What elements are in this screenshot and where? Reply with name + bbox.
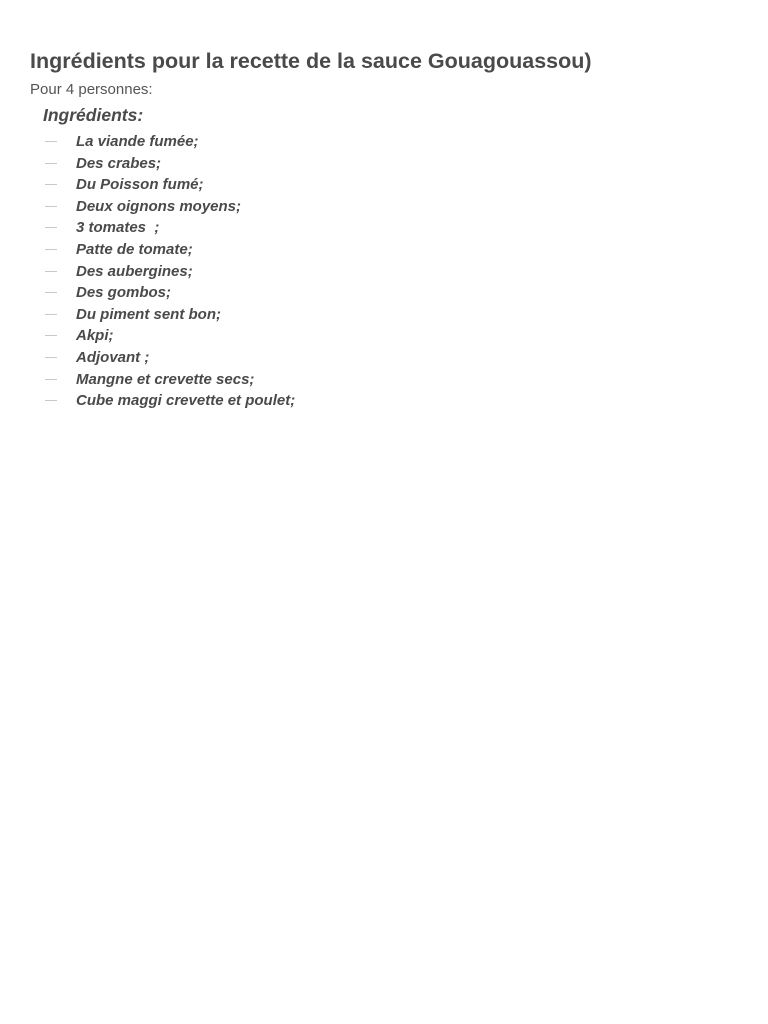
list-item xyxy=(30,325,730,347)
ingredient-label: Des crabes; xyxy=(76,154,162,172)
dash-bullet xyxy=(45,206,57,207)
servings-text: Pour 4 personnes: xyxy=(30,81,153,98)
ingredient-label: Du Poisson fumé; xyxy=(76,176,204,194)
list-item xyxy=(30,196,730,218)
list-item xyxy=(30,282,730,304)
dash-bullet xyxy=(45,271,57,272)
dash-bullet xyxy=(45,314,57,315)
dash-bullet xyxy=(45,357,57,358)
dash-bullet xyxy=(45,292,57,293)
list-item xyxy=(30,347,730,369)
ingredient-label: Cube maggi crevette et poulet; xyxy=(76,392,296,410)
ingredient-label: Mangne et crevette secs; xyxy=(76,370,255,388)
list-item xyxy=(30,174,730,196)
list-item xyxy=(30,390,730,412)
list-item xyxy=(30,369,730,391)
dash-bullet xyxy=(45,400,57,401)
ingredient-label: La viande fumée; xyxy=(76,133,199,150)
list-item xyxy=(30,239,730,261)
list-item xyxy=(30,153,730,175)
ingredient-label: Patte de tomate; xyxy=(76,240,193,258)
ingredient-list xyxy=(30,131,730,412)
list-item xyxy=(30,131,730,153)
ingredient-label: Akpi; xyxy=(76,327,114,345)
dash-bullet xyxy=(45,141,57,142)
ingredient-label: Adjovant ; xyxy=(76,348,150,366)
dash-bullet xyxy=(45,379,57,380)
ingredient-label: Deux oignons moyens; xyxy=(76,197,242,215)
list-item xyxy=(30,261,730,283)
recipe-document xyxy=(30,46,730,412)
dash-bullet xyxy=(45,163,57,164)
dash-bullet xyxy=(45,227,57,228)
ingredient-label: Des gombos; xyxy=(76,284,172,302)
dash-bullet xyxy=(45,249,57,250)
ingredients-heading: Ingrédients: xyxy=(43,105,144,125)
ingredient-label: 3 tomates ; xyxy=(76,219,160,237)
ingredient-label: Du piment sent bon; xyxy=(76,305,221,323)
dash-bullet xyxy=(45,335,57,336)
list-item xyxy=(30,304,730,326)
page-title: Ingrédients pour la recette de la sauce Gouagouassou) xyxy=(30,49,592,73)
dash-bullet xyxy=(45,184,57,185)
ingredient-label: Des aubergines; xyxy=(76,262,193,280)
list-item xyxy=(30,217,730,239)
